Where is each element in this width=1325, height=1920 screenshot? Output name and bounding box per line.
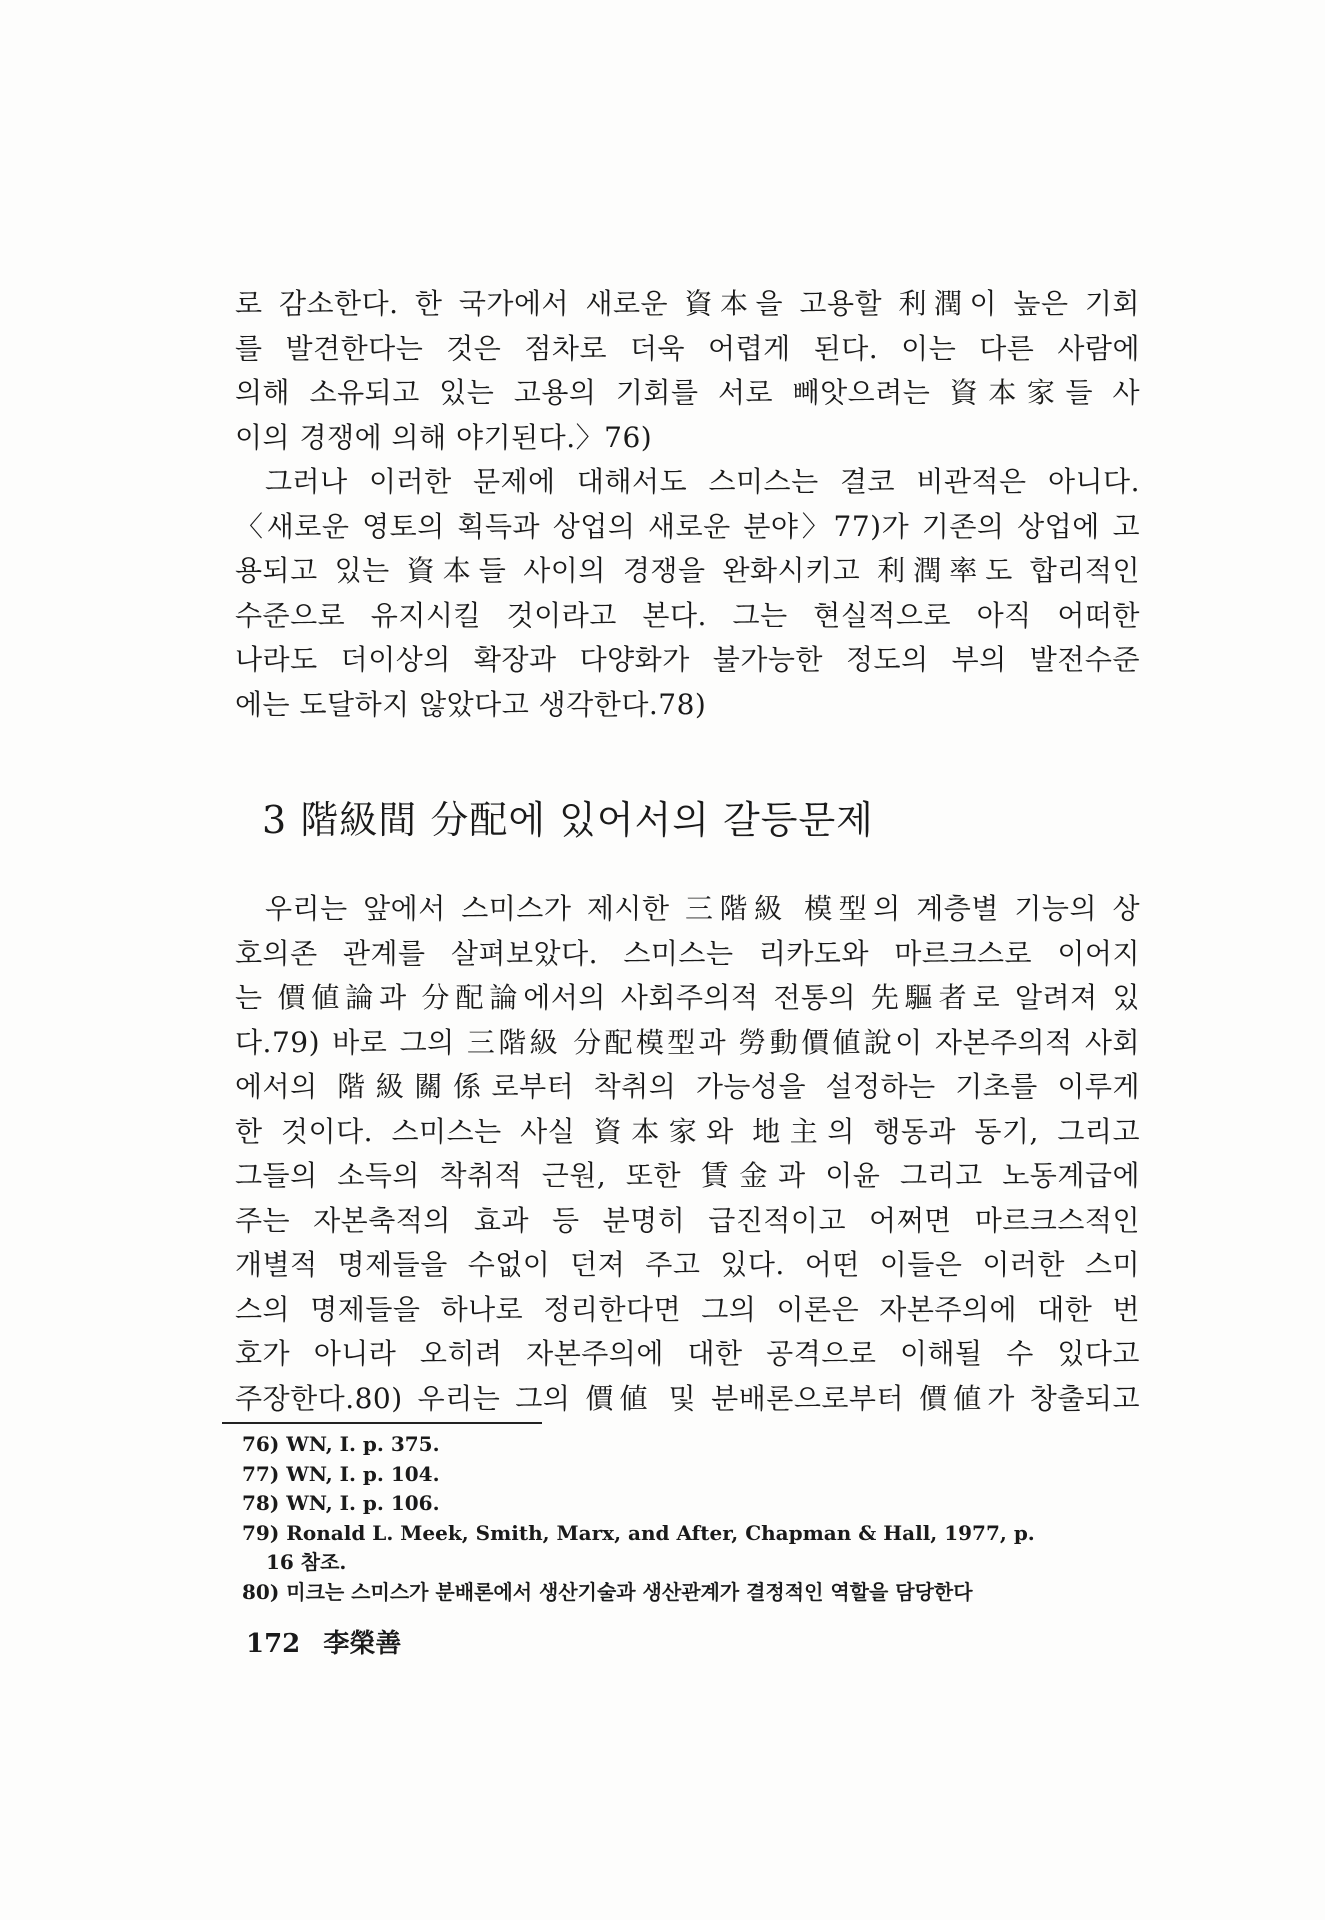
text-line: 한 것이다. 스미스는 사실 資本家와 地主의 행동과 동기, 그리고 <box>235 1114 1140 1148</box>
text-line: 주는 자본축적의 효과 등 분명히 급진적이고 어쩌면 마르크스적인 <box>235 1203 1140 1237</box>
body-paragraph-2 <box>235 460 1140 727</box>
text-line: 용되고 있는 資本들 사이의 경쟁을 완화시키고 利潤率도 합리적인 <box>235 554 1140 587</box>
footnote-76: 76) WN, I. p. 375. <box>242 1432 440 1456</box>
text-line: 로 감소한다. 한 국가에서 새로운 資本을 고용할 利潤이 높은 기회 <box>235 287 1140 320</box>
page-number: 172 <box>246 1629 301 1659</box>
text-line: 그들의 소득의 착취적 근원, 또한 賃金과 이윤 그리고 노동계급에 <box>235 1159 1140 1192</box>
text-line: 주장한다.80) 우리는 그의 價値 및 분배론으로부터 價値가 창출되고 <box>235 1381 1140 1415</box>
text-line: 에서의 階級關係로부터 착취의 가능성을 설정하는 기초를 이루게 <box>235 1070 1140 1103</box>
text-line: 를 발견한다는 것은 점차로 더욱 어렵게 된다. 이는 다른 사람에 <box>235 331 1140 365</box>
text-line: 그러나 이러한 문제에 대해서도 스미스는 결코 비관적은 아니다. <box>265 465 1140 498</box>
author-name: 李榮善 <box>323 1629 402 1659</box>
text-line: 의해 소유되고 있는 고용의 기회를 서로 빼앗으려는 資本家들 사 <box>235 376 1140 409</box>
footnote-79-continued: 16 참조. <box>266 1550 347 1574</box>
page-footer <box>246 1627 415 1661</box>
text-line: 〈새로운 영토의 획득과 상업의 새로운 분야〉77)가 기존의 상업에 고 <box>235 509 1140 543</box>
text-line: 에는 도달하지 않았다고 생각한다.78) <box>235 687 707 721</box>
text-line: 호가 아니라 오히려 자본주의에 대한 공격으로 이해될 수 있다고 <box>235 1337 1140 1370</box>
text-line: 수준으로 유지시킬 것이라고 본다. 그는 현실적으로 아직 어떠한 <box>235 598 1140 632</box>
body-paragraph-3 <box>235 887 1140 1421</box>
text-line: 호의존 관계를 살펴보았다. 스미스는 리카도와 마르크스로 이어지 <box>235 936 1140 970</box>
text-line: 개별적 명제들을 수없이 던져 주고 있다. 어떤 이들은 이러한 스미 <box>235 1248 1140 1281</box>
text-line: 스의 명제들을 하나로 정리한다면 그의 이론은 자본주의에 대한 번 <box>235 1292 1140 1326</box>
text-line: 다.79) 바로 그의 三階級 分配模型과 勞動價値說이 자본주의적 사회 <box>235 1025 1140 1059</box>
text-line: 나라도 더이상의 확장과 다양화가 불가능한 정도의 부의 발전수준 <box>235 643 1140 676</box>
text-line: 는 價値論과 分配論에서의 사회주의적 전통의 先驅者로 알려져 있 <box>235 981 1140 1014</box>
footnote-79: 79) Ronald L. Meek, Smith, Marx, and After, Chapman & Hall, 1977, p. <box>242 1520 1035 1545</box>
footnote-78: 78) WN, I. p. 106. <box>242 1491 440 1515</box>
text-line: 이의 경쟁에 의해 야기된다.〉76) <box>235 420 653 454</box>
footnote-80: 80) 미크는 스미스가 분배론에서 생산기술과 생산관계가 결정적인 역할을 담당한다 <box>242 1579 973 1604</box>
section-heading: 3 階級間 分配에 있어서의 갈등문제 <box>262 798 874 842</box>
text-line: 우리는 앞에서 스미스가 제시한 三階級 模型의 계층별 기능의 상 <box>265 892 1140 925</box>
footnotes <box>242 1430 1132 1607</box>
body-paragraph-1 <box>235 282 1140 460</box>
footnote-divider <box>222 1422 542 1424</box>
footnote-77: 77) WN, I. p. 104. <box>242 1461 440 1486</box>
